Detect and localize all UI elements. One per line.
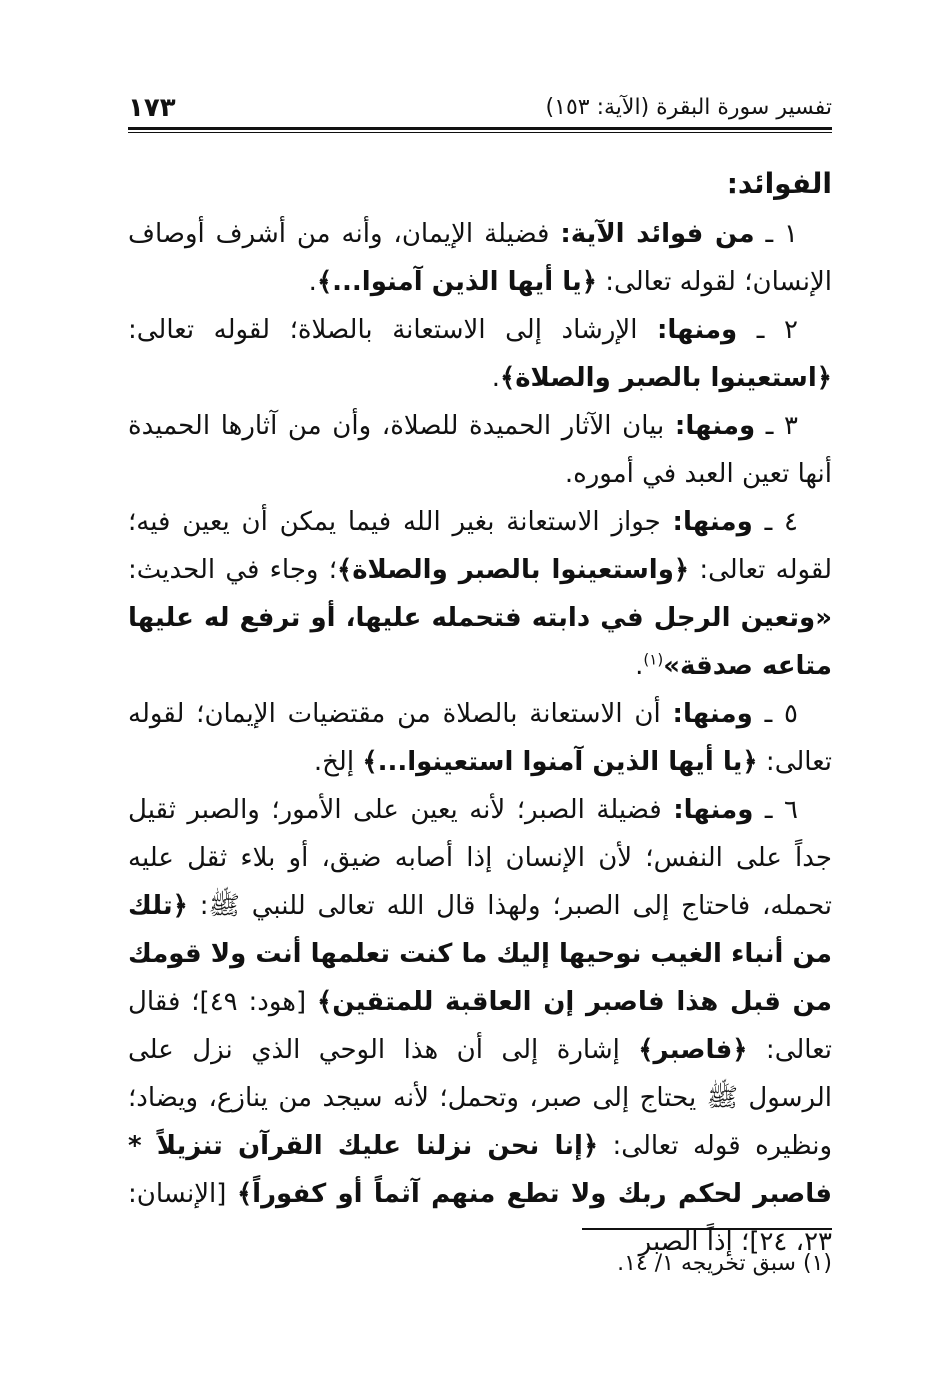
quranic-quote: ﴿فاصبر﴾ (638, 1035, 748, 1065)
lead-phrase: من فوائد الآية: (560, 219, 755, 249)
header-rule (128, 127, 832, 133)
item-number: ٤ ـ (752, 507, 798, 537)
footnote-reference[interactable]: (١) (643, 650, 664, 669)
item-number: ٦ ـ (753, 795, 798, 825)
benefit-paragraph-3 (128, 402, 832, 498)
quranic-quote: ﴿يا أيها الذين آمنوا...﴾ (316, 267, 598, 297)
lead-phrase: ومنها: (672, 507, 753, 537)
paragraph-text: الإرشاد إلى الاستعانة بالصلاة؛ لقوله تعالى: (128, 315, 658, 345)
section-heading: الفوائد: (726, 167, 832, 200)
quranic-quote: ﴿استعينوا بالصبر والصلاة﴾ (499, 363, 832, 393)
paragraph-text: أن الاستعانة بالصلاة من مقتضيات الإيمان؛ لقوله تعالى: (128, 699, 832, 777)
footnote: (١) سبق تخريجه ١/ ١٤. (617, 1251, 832, 1276)
lead-phrase: ومنها: (674, 411, 756, 441)
paragraph-text: [هود: ٤٩]؛ فقال تعالى: (128, 987, 832, 1065)
hadith-quote: «وتعين الرجل في دابته فتحمله عليها، أو ترفع له عليها متاعه صدقة» (128, 603, 832, 681)
lead-phrase: ومنها: (673, 795, 754, 825)
paragraph-text: . (308, 267, 317, 297)
item-number: ٢ ـ (737, 315, 798, 345)
item-number: ٥ ـ (752, 699, 798, 729)
paragraph-text: إلخ. (313, 747, 363, 777)
running-title: تفسير سورة البقرة (الآية: ١٥٣) (545, 95, 832, 120)
item-number: ٣ ـ (755, 411, 798, 441)
item-number: ١ ـ (754, 219, 798, 249)
page-number: ١٧٣ (128, 93, 176, 123)
quranic-quote: ﴿تلك من أنباء الغيب نوحيها إليك ما كنت تعلمها أنت ولا قومك من قبل هذا فاصبر إن العاقبة للمتقين﴾ (128, 891, 832, 1017)
benefit-paragraph-6 (128, 786, 832, 1266)
paragraph-text: . (635, 651, 644, 681)
paragraph-text: فضيلة الصبر؛ لأنه يعين على الأمور؛ والصبر ثقيل جداً على النفس؛ لأن الإنسان إذا أصابه ضيق، أو بلاء ثقل عليه تحمله، فاحتاج إلى الصبر؛ ولهذا قال الله تعالى للنبي ﷺ: (128, 795, 832, 921)
paragraph-text: بيان الآثار الحميدة للصلاة، وأن من آثارها الحميدة أنها تعين العبد في أموره. (128, 411, 832, 489)
paragraph-text: . (491, 363, 500, 393)
paragraph-text: [الإنسان: ٢٣، ٢٤]؛ إذاً الصبر (128, 1179, 832, 1257)
quranic-quote: ﴿واستعينوا بالصبر والصلاة﴾ (336, 555, 690, 585)
quranic-quote: ﴿يا أيها الذين آمنوا استعينوا...﴾ (362, 747, 758, 777)
paragraph-text: ؛ وجاء في الحديث: (128, 555, 337, 585)
benefit-paragraph-4 (128, 498, 832, 690)
paragraph-text: فضيلة الإيمان، وأنه من أشرف أوصاف الإنسان؛ لقوله تعالى: (128, 219, 832, 297)
benefit-paragraph-5 (128, 690, 832, 786)
benefit-paragraph-2 (128, 306, 832, 402)
page-header (128, 88, 832, 128)
quranic-quote: ﴿إنا نحن نزلنا عليك القرآن تنزيلاً * فاصبر لحكم ربك ولا تطع منهم آثماً أو كفوراً﴾ (128, 1131, 832, 1209)
lead-phrase: ومنها: (657, 315, 738, 345)
main-text (128, 160, 832, 1266)
paragraph-text: إشارة إلى أن هذا الوحي الذي نزل على الرسول ﷺ يحتاج إلى صبر، وتحمل؛ لأنه سيجد من ينازع، ويضاد؛ ونظيره قوله تعالى: (128, 1035, 832, 1161)
lead-phrase: ومنها: (672, 699, 753, 729)
footnote-divider (582, 1228, 832, 1230)
benefit-paragraph-1 (128, 210, 832, 306)
paragraph-text: جواز الاستعانة بغير الله فيما يمكن أن يعين فيه؛ لقوله تعالى: (128, 507, 833, 585)
